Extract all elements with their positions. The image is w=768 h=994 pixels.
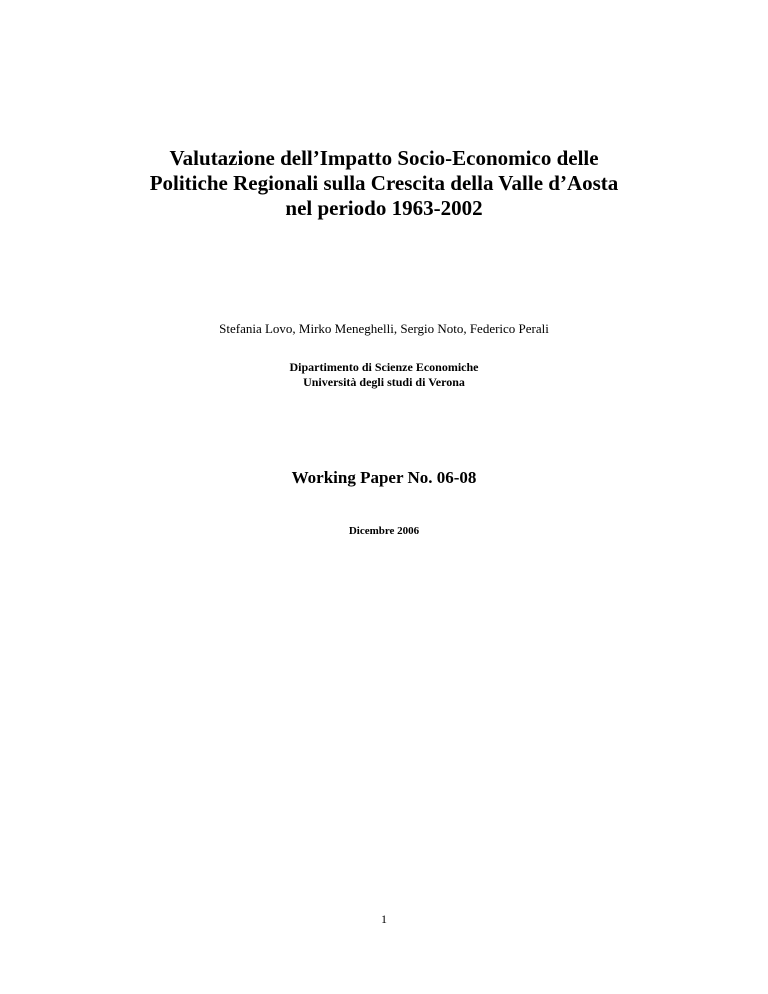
paper-title (0, 146, 768, 221)
author-list: Stefania Lovo, Mirko Meneghelli, Sergio Noto, Federico Perali (219, 321, 549, 336)
title-line-3: nel periodo 1963-2002 (285, 196, 483, 220)
working-paper-number: Working Paper No. 06-08 (291, 468, 477, 487)
affiliation (0, 360, 768, 390)
publication-date: Dicembre 2006 (348, 525, 420, 537)
page-number: 1 (381, 912, 387, 926)
affiliation-department: Dipartimento di Scienze Economiche (289, 360, 479, 374)
affiliation-university: Università degli studi di Verona (303, 375, 465, 389)
title-line-1: Valutazione dell’Impatto Socio-Economico delle (169, 146, 599, 170)
title-line-2: Politiche Regionali sulla Crescita della Valle d’Aosta (149, 171, 619, 195)
